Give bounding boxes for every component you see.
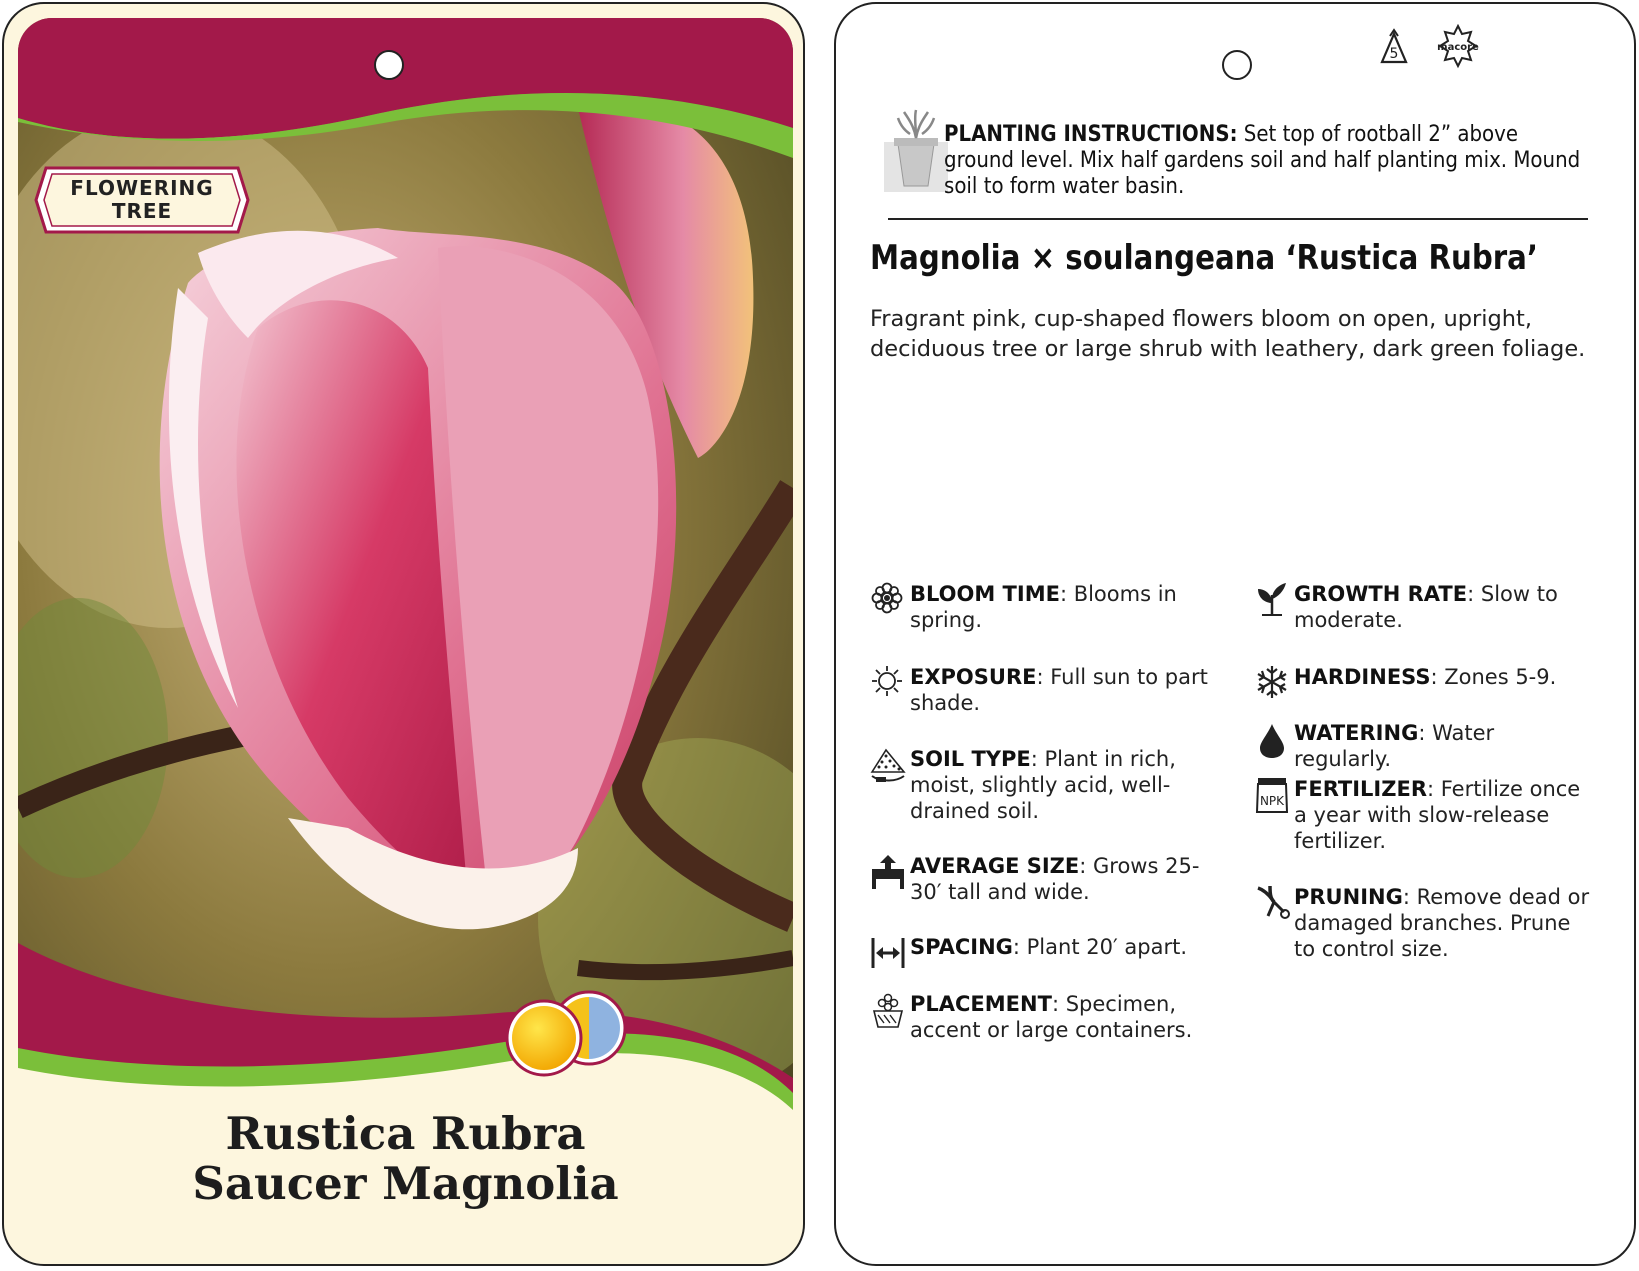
badge-line-1: FLOWERING [70, 176, 214, 200]
plant-description: Fragrant pink, cup-shaped flowers bloom on open, upright, deciduous tree or large shrub with leathery, dark green foliage. [870, 306, 1586, 362]
common-name-line-1: Rustica Rubra [225, 1107, 586, 1160]
bloom-time: BLOOM TIME: Blooms in spring. [870, 581, 1210, 633]
planting-instructions [944, 122, 1584, 200]
exposure-icons [502, 986, 636, 1078]
container-flower-icon [870, 991, 906, 1029]
recycle-5-icon [1382, 30, 1406, 62]
flowering-tree-badge [34, 162, 250, 238]
planting-text: Set top of rootball 2” above ground level. Mix half gardens soil and half planting mix. Mound soil to form water basin. [944, 122, 1581, 199]
hang-hole [1222, 50, 1252, 80]
growth-rate: GROWTH RATE: Slow to moderate. [1254, 581, 1594, 633]
sprout-icon [1254, 581, 1290, 617]
common-name-line-2: Saucer Magnolia [192, 1157, 619, 1210]
pruning: PRUNING: Remove dead or damaged branches. Prune to control size. [1254, 884, 1594, 962]
hang-hole [374, 50, 404, 80]
pruning-shears-icon [1254, 884, 1290, 920]
average-size: AVERAGE SIZE: Grows 25-30′ tall and wide. [870, 853, 1210, 905]
back-tag [834, 2, 1636, 1266]
badge-line-2: TREE [111, 199, 173, 223]
soil-type: SOIL TYPE: Plant in rich, moist, slightly acid, well-drained soil. [870, 746, 1210, 824]
sun-icon [870, 664, 904, 698]
spacing-icon [870, 934, 906, 970]
placement: PLACEMENT: Specimen, accent or large containers. [870, 991, 1210, 1043]
svg-text:NPK: NPK [1259, 794, 1285, 808]
watering: WATERING: Water regularly. [1254, 720, 1594, 772]
scientific-name: Magnolia × soulangeana ‘Rustica Rubra’ [870, 238, 1539, 278]
svg-text:5: 5 [1389, 46, 1399, 62]
fertilizer-bag-icon [1254, 776, 1290, 814]
water-drop-icon [1254, 720, 1290, 760]
planting-label: PLANTING INSTRUCTIONS: [944, 122, 1238, 147]
front-tag [2, 2, 805, 1266]
soil-icon [870, 746, 906, 786]
full-sun-icon [507, 1001, 581, 1075]
planting-pot-icon [884, 108, 948, 198]
macore-logo [1437, 26, 1479, 66]
spacing: SPACING: Plant 20′ apart. [870, 934, 1210, 960]
fertilizer: NPK FERTILIZER: Fertilize once a year with slow-release fertilizer. [1254, 776, 1594, 854]
flower-icon [870, 581, 904, 615]
exposure: EXPOSURE: Full sun to part shade. [870, 664, 1210, 716]
hardiness: HARDINESS: Zones 5-9. [1254, 664, 1594, 690]
svg-text:macore: macore [1437, 42, 1479, 53]
snowflake-icon [1254, 664, 1290, 700]
size-icon [870, 853, 906, 893]
divider [888, 218, 1588, 220]
recycle-macore-logos [1374, 24, 1484, 70]
